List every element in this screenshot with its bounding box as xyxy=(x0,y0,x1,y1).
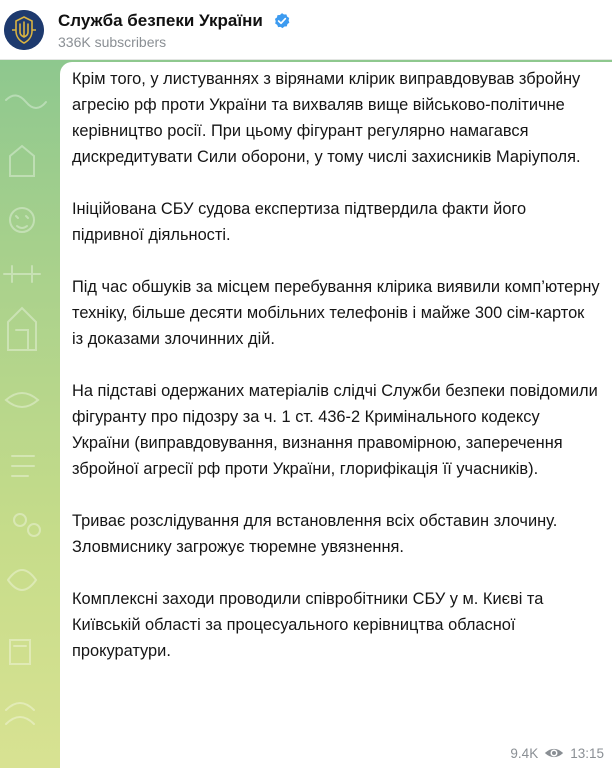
message-paragraph: Ініційована СБУ судова експертиза підтвердила факти його підривної діяльності. xyxy=(72,200,527,244)
trident-shield-icon xyxy=(4,10,44,50)
message-paragraph: Триває розслідування для встановлення всіх обставин злочину. Зловмиснику загрожує тюремне увязнення. xyxy=(72,512,558,556)
view-count: 9.4K xyxy=(510,745,539,761)
message-paragraph: Крім того, у листуваннях з вірянами клірик виправдовував збройну агресію рф проти України та вихваляв вище військово-політичне керівництво росії. При цьому фігурант регулярно намагався дискредитувати Сили оборони, у тому числі захисників Маріуполя. xyxy=(72,70,581,166)
message-text xyxy=(72,66,600,664)
wallpaper-doodles-icon xyxy=(0,60,60,768)
message-time: 13:15 xyxy=(570,745,604,761)
message-paragraph: На підставі одержаних матеріалів слідчі Служби безпеки повідомили фігуранту про підозру за ч. 1 ст. 436-2 Кримінального кодексу України (виправдовування, визнання правомірною, заперечення збройної агресії рф проти України, глорифікація її учасників). xyxy=(72,382,598,478)
channel-avatar[interactable] xyxy=(4,10,44,50)
message-bubble[interactable] xyxy=(60,62,612,768)
message-paragraph: Комплексні заходи проводили співробітники СБУ у м. Києві та Київській області за процесуального керівництва обласної прокуратури. xyxy=(72,590,544,660)
verified-check-icon xyxy=(273,12,291,30)
subscriber-count: 336K subscribers xyxy=(58,34,167,50)
channel-header[interactable] xyxy=(0,0,612,60)
chat-wallpaper-pattern xyxy=(0,60,60,768)
eye-icon xyxy=(544,746,564,760)
channel-title[interactable]: Служба безпеки України xyxy=(58,11,263,30)
message-meta xyxy=(510,744,604,762)
message-paragraph: Під час обшуків за місцем перебування клірика виявили комп’ютерну техніку, більше десяти мобільних телефонів і майже 300 сім-карток із доказами злочинних дій. xyxy=(72,278,600,348)
